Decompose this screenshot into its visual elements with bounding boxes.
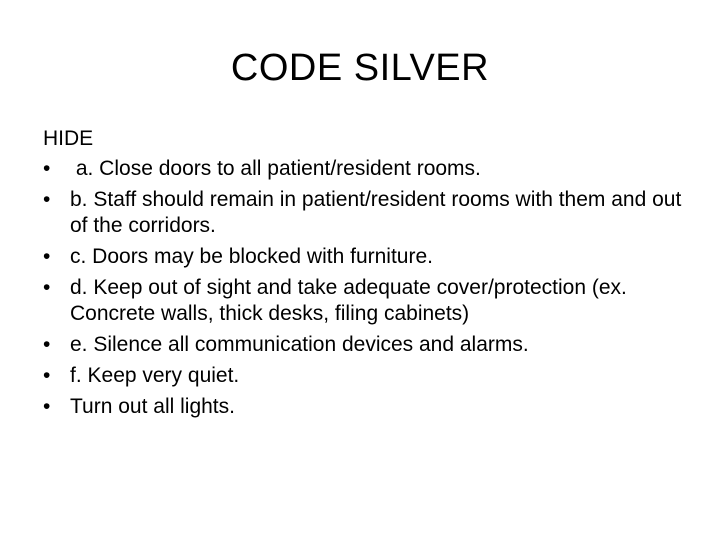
bullet-icon: • [43,395,51,418]
list-item-text: b. Staff should remain in patient/resident rooms with them and out of the corridors. [70,188,682,237]
bullet-icon: • [43,333,51,356]
bullet-list [43,156,683,420]
list-item-text: a. Close doors to all patient/resident rooms. [70,157,481,180]
slide-body [43,126,683,425]
bullet-icon: • [43,276,51,299]
list-item-text: Turn out all lights. [70,395,235,418]
bullet-icon: • [43,157,51,180]
slide-title: CODE SILVER [230,47,490,89]
list-item [43,275,683,327]
list-item-text: f. Keep very quiet. [70,364,240,387]
list-item [43,156,683,182]
list-item [43,363,683,389]
bullet-icon: • [43,188,51,211]
list-item [43,394,683,420]
bullet-icon: • [43,364,51,387]
list-item-text: e. Silence all communication devices and alarms. [70,333,529,356]
list-item [43,244,683,270]
list-item [43,332,683,358]
section-heading: HIDE [43,127,94,150]
list-item-text: c. Doors may be blocked with furniture. [70,245,433,268]
list-item-text: d. Keep out of sight and take adequate cover/protection (ex. Concrete walls, thick desks, filing cabinets) [70,276,627,325]
list-item [43,187,683,239]
bullet-icon: • [43,245,51,268]
